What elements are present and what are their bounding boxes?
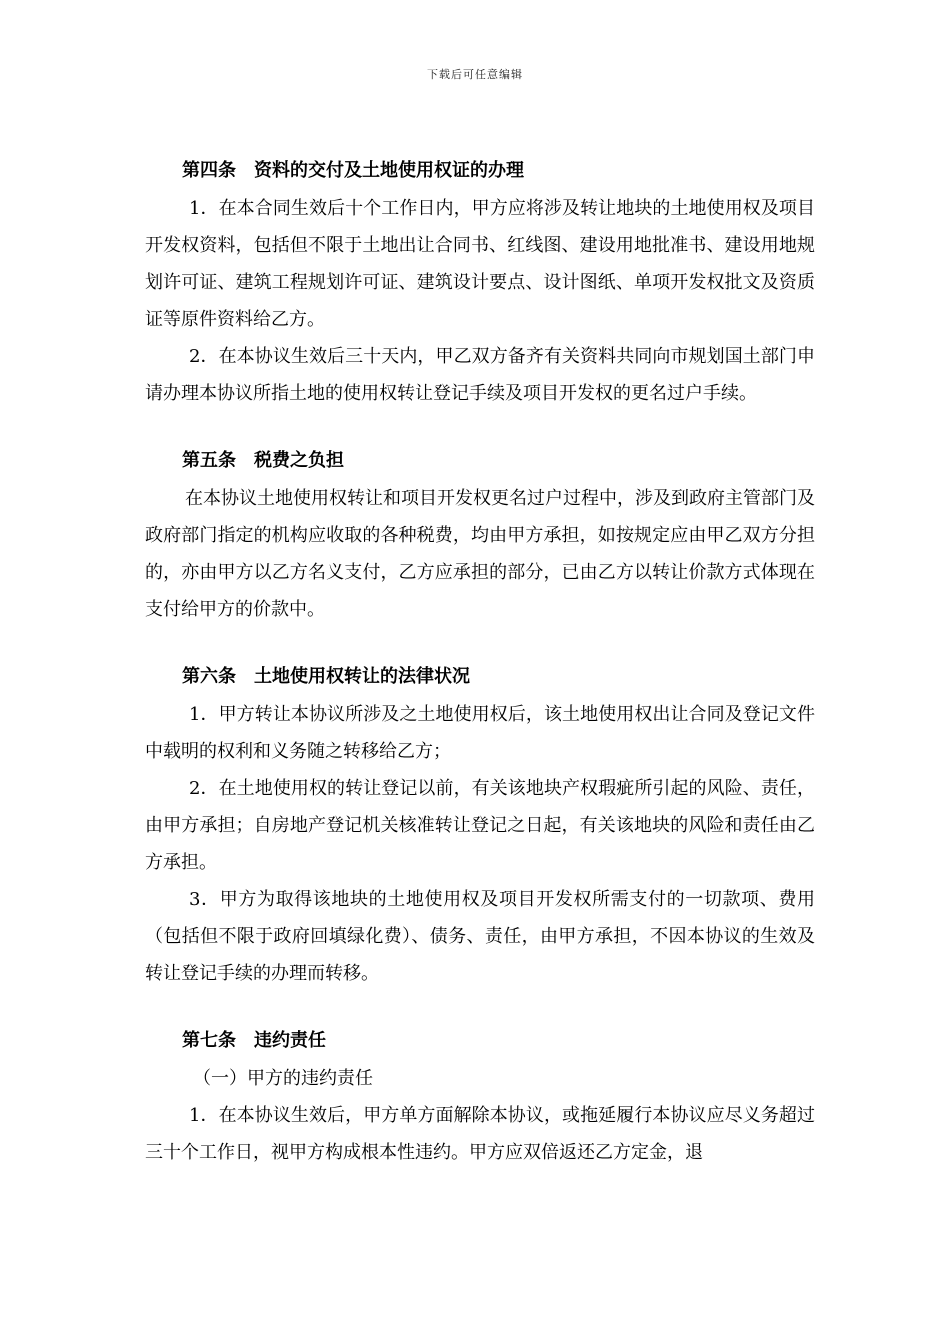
article-6-paragraph-1: 1．甲方转让本协议所涉及之土地使用权后，该土地使用权出让合同及登记文件中载明的权利和义务随之转移给乙方；: [145, 704, 815, 762]
article-4-heading: 第四条 资料的交付及土地使用权证的办理: [182, 160, 524, 181]
article-4-paragraph-2: 2．在本协议生效后三十天内，甲乙双方备齐有关资料共同向市规划国土部门申请办理本协议所指土地的使用权转让登记手续及项目开发权的更名过户手续。: [145, 346, 815, 404]
article-7-paragraph-1: 1．在本协议生效后，甲方单方面解除本协议，或拖延履行本协议应尽义务超过三十个工作日，视甲方构成根本性违约。甲方应双倍返还乙方定金，退: [145, 1105, 815, 1163]
article-7-heading: 第七条 违约责任: [182, 1030, 326, 1051]
article-6-paragraph-3: 3．甲方为取得该地块的土地使用权及项目开发权所需支付的一切款项、费用（包括但不限于政府回填绿化费）、债务、责任，由甲方承担，不因本协议的生效及转让登记手续的办理而转移。: [145, 889, 815, 984]
article-6-heading: 第六条 土地使用权转让的法律状况: [182, 666, 470, 687]
article-7-subheading-1: （一）甲方的违约责任: [193, 1068, 373, 1089]
article-5-paragraph-1: 在本协议土地使用权转让和项目开发权更名过户过程中，涉及到政府主管部门及政府部门指定的机构应收取的各种税费，均由甲方承担，如按规定应由甲乙双方分担的，亦由甲方以乙方名义支付，乙方应承担的部分，已由乙方以转让价款方式体现在支付给甲方的价款中。: [145, 488, 815, 620]
article-5-heading: 第五条 税费之负担: [182, 450, 344, 471]
document-body: [145, 152, 815, 1171]
page-header: 下载后可任意编辑: [427, 68, 523, 81]
article-4-paragraph-1: 1．在本合同生效后十个工作日内，甲方应将涉及转让地块的土地使用权及项目开发权资料，包括但不限于土地出让合同书、红线图、建设用地批准书、建设用地规划许可证、建筑工程规划许可证、建筑设计要点、设计图纸、单项开发权批文及资质证等原件资料给乙方。: [145, 198, 815, 330]
article-6-paragraph-2: 2．在土地使用权的转让登记以前，有关该地块产权瑕疵所引起的风险、责任，由甲方承担；自房地产登记机关核准转让登记之日起，有关该地块的风险和责任由乙方承担。: [145, 778, 815, 873]
